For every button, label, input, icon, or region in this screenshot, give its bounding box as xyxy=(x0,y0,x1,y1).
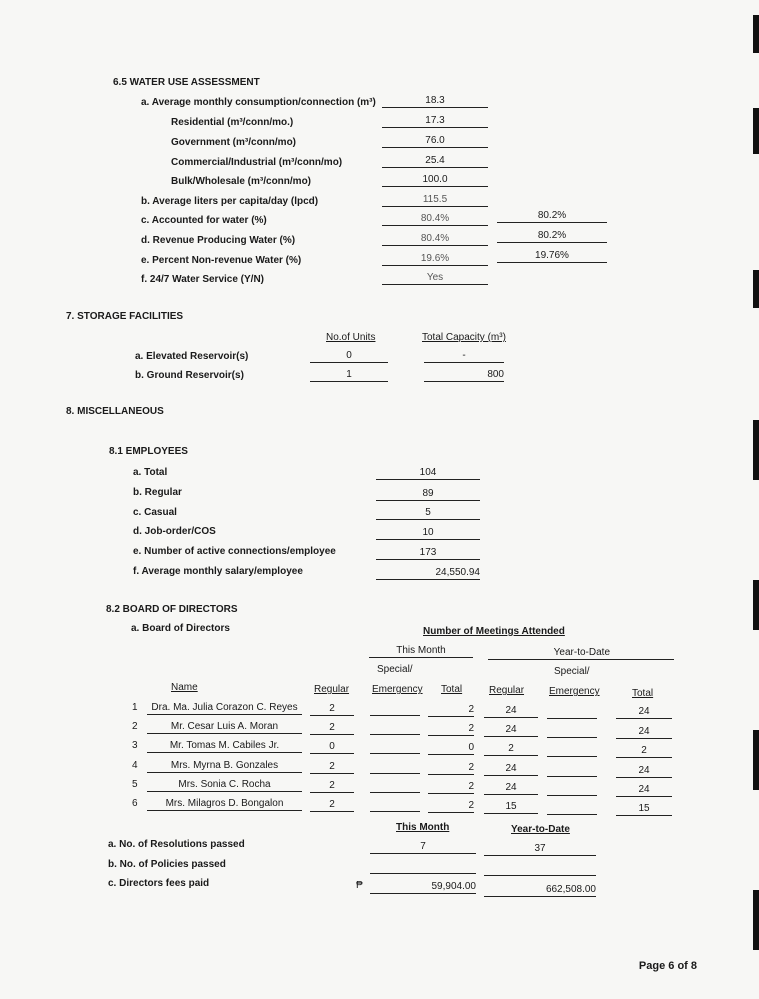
bulk-label: Bulk/Wholesale (m³/conn/mo) xyxy=(171,176,312,187)
col-regular-ytd-header: Regular xyxy=(489,685,525,696)
employees-cos-label: d. Job-order/COS xyxy=(133,526,216,537)
employees-cos-value: 10 xyxy=(376,527,480,540)
director-regular: 2 xyxy=(310,780,354,793)
director-ytd-total: 2 xyxy=(616,745,672,758)
director-ytd-regular: 24 xyxy=(484,782,538,795)
director-emergency xyxy=(370,703,420,716)
revenue-water-label: d. Revenue Producing Water (%) xyxy=(141,235,296,246)
ytd-header: Year-to-Date xyxy=(488,647,674,660)
director-emergency xyxy=(370,722,420,735)
director-num: 1 xyxy=(132,702,138,713)
director-name: Mr. Cesar Luis A. Moran xyxy=(147,721,302,734)
director-emergency xyxy=(370,780,420,793)
director-regular: 2 xyxy=(310,722,354,735)
accounted-water-value: 80.4% xyxy=(382,213,488,226)
col-total-ytd-header: Total xyxy=(632,688,654,699)
director-ytd-regular: 24 xyxy=(484,763,538,776)
director-name: Mrs. Sonia C. Rocha xyxy=(147,779,302,792)
government-label: Government (m³/conn/mo) xyxy=(171,137,297,148)
director-num: 5 xyxy=(132,779,138,790)
ground-units: 1 xyxy=(310,369,388,382)
resolutions-this-month: 7 xyxy=(370,841,476,854)
commercial-label: Commercial/Industrial (m³/conn/mo) xyxy=(171,157,343,168)
conn-per-employee-label: e. Number of active connections/employee xyxy=(133,546,336,557)
director-ytd-emergency xyxy=(547,783,597,796)
director-regular: 2 xyxy=(310,799,354,812)
director-regular: 0 xyxy=(310,741,354,754)
director-ytd-emergency xyxy=(547,802,597,815)
accounted-water-label: c. Accounted for water (%) xyxy=(141,215,267,226)
employees-total-label: a. Total xyxy=(133,467,168,478)
director-ytd-total: 24 xyxy=(616,726,672,739)
resolutions-ytd: 37 xyxy=(484,843,596,856)
col-capacity-header: Total Capacity (m³) xyxy=(422,332,506,343)
col-emergency-ytd-header: Emergency xyxy=(549,686,600,697)
avg-salary-value: 24,550.94 xyxy=(376,567,480,580)
policies-ytd xyxy=(484,863,596,876)
scan-edge-mark xyxy=(753,580,759,630)
employees-casual-value: 5 xyxy=(376,507,480,520)
special-tm-header: Special/ xyxy=(377,664,413,675)
section-8-heading: 8. MISCELLANEOUS xyxy=(66,406,164,417)
employees-regular-value: 89 xyxy=(376,488,480,501)
director-name: Mrs. Milagros D. Bongalon xyxy=(147,798,302,811)
director-ytd-regular: 24 xyxy=(484,705,538,718)
director-num: 3 xyxy=(132,740,138,751)
section-8-1-heading: 8.1 EMPLOYEES xyxy=(109,446,188,457)
nrw-value-2: 19.76% xyxy=(497,250,607,263)
scan-edge-mark xyxy=(753,15,759,53)
director-name: Mr. Tomas M. Cabiles Jr. xyxy=(147,740,302,753)
director-ytd-regular: 15 xyxy=(484,801,538,814)
employees-regular-label: b. Regular xyxy=(133,487,182,498)
section-8-2-heading: 8.2 BOARD OF DIRECTORS xyxy=(106,604,238,615)
director-emergency xyxy=(370,741,420,754)
summary-ytd-header: Year-to-Date xyxy=(511,824,570,835)
elevated-units: 0 xyxy=(310,350,388,363)
commercial-value: 25.4 xyxy=(382,155,488,168)
policies-this-month xyxy=(370,861,476,874)
director-ytd-emergency xyxy=(547,744,597,757)
scan-edge-mark xyxy=(753,420,759,480)
nrw-value: 19.6% xyxy=(382,253,488,266)
water-service-label: f. 24/7 Water Service (Y/N) xyxy=(141,274,265,285)
director-ytd-emergency xyxy=(547,725,597,738)
conn-per-employee-value: 173 xyxy=(376,547,480,560)
director-ytd-total: 24 xyxy=(616,765,672,778)
accounted-water-value-2: 80.2% xyxy=(497,210,607,223)
director-name: Dra. Ma. Julia Corazon C. Reyes xyxy=(147,702,302,715)
director-name: Mrs. Myrna B. Gonzales xyxy=(147,760,302,773)
page-number: Page 6 of 8 xyxy=(638,960,697,972)
this-month-header: This Month xyxy=(369,645,473,658)
revenue-water-value: 80.4% xyxy=(382,233,488,246)
director-ytd-total: 24 xyxy=(616,784,672,797)
col-name-header: Name xyxy=(171,682,198,693)
director-ytd-regular: 2 xyxy=(484,743,538,756)
director-ytd-regular: 24 xyxy=(484,724,538,737)
water-service-value: Yes xyxy=(382,272,488,285)
col-regular-header: Regular xyxy=(314,684,350,695)
employees-casual-label: c. Casual xyxy=(133,507,177,518)
director-num: 6 xyxy=(132,798,138,809)
director-ytd-emergency xyxy=(547,706,597,719)
avg-salary-label: f. Average monthly salary/employee xyxy=(133,566,303,577)
revenue-water-value-2: 80.2% xyxy=(497,230,607,243)
director-total: 2 xyxy=(428,762,474,775)
col-total-header: Total xyxy=(441,684,463,695)
lpcd-value: 115.5 xyxy=(382,194,488,207)
director-regular: 2 xyxy=(310,761,354,774)
employees-total-value: 104 xyxy=(376,467,480,480)
avg-consumption-label: a. Average monthly consumption/connection (m³) xyxy=(141,97,376,108)
peso-sign: ₱ xyxy=(356,880,363,891)
government-value: 76.0 xyxy=(382,135,488,148)
summary-this-month-header: This Month xyxy=(396,822,450,833)
fees-this-month: 59,904.00 xyxy=(370,881,476,894)
director-ytd-emergency xyxy=(547,764,597,777)
meetings-heading: Number of Meetings Attended xyxy=(423,626,565,637)
director-ytd-total: 24 xyxy=(616,706,672,719)
board-label: a. Board of Directors xyxy=(131,623,230,634)
scan-edge-mark xyxy=(753,730,759,790)
resolutions-label: a. No. of Resolutions passed xyxy=(108,839,245,850)
scan-edge-mark xyxy=(753,890,759,950)
director-regular: 2 xyxy=(310,703,354,716)
ground-capacity: 800 xyxy=(424,369,504,382)
director-emergency xyxy=(370,761,420,774)
director-ytd-total: 15 xyxy=(616,803,672,816)
director-total: 2 xyxy=(428,781,474,794)
director-total: 0 xyxy=(428,742,474,755)
director-emergency xyxy=(370,799,420,812)
col-units-header: No.of Units xyxy=(326,332,376,343)
nrw-label: e. Percent Non-revenue Water (%) xyxy=(141,255,302,266)
scan-edge-mark xyxy=(753,270,759,308)
director-total: 2 xyxy=(428,723,474,736)
lpcd-label: b. Average liters per capita/day (lpcd) xyxy=(141,196,319,207)
fees-ytd: 662,508.00 xyxy=(484,884,596,897)
scan-edge-mark xyxy=(753,108,759,154)
bulk-value: 100.0 xyxy=(382,174,488,187)
col-emergency-header: Emergency xyxy=(372,684,423,695)
director-num: 4 xyxy=(132,760,138,771)
ground-reservoir-label: b. Ground Reservoir(s) xyxy=(135,370,244,381)
residential-label: Residential (m³/conn/mo.) xyxy=(171,117,294,128)
section-6-5-heading: 6.5 WATER USE ASSESSMENT xyxy=(113,77,260,88)
residential-value: 17.3 xyxy=(382,115,488,128)
director-total: 2 xyxy=(428,800,474,813)
avg-consumption-value: 18.3 xyxy=(382,95,488,108)
section-7-heading: 7. STORAGE FACILITIES xyxy=(66,311,184,322)
elevated-reservoir-label: a. Elevated Reservoir(s) xyxy=(135,351,249,362)
director-num: 2 xyxy=(132,721,138,732)
special-ytd-header: Special/ xyxy=(554,666,590,677)
policies-label: b. No. of Policies passed xyxy=(108,859,226,870)
elevated-capacity: - xyxy=(424,350,504,363)
directors-fees-label: c. Directors fees paid xyxy=(108,878,210,889)
director-total: 2 xyxy=(428,704,474,717)
